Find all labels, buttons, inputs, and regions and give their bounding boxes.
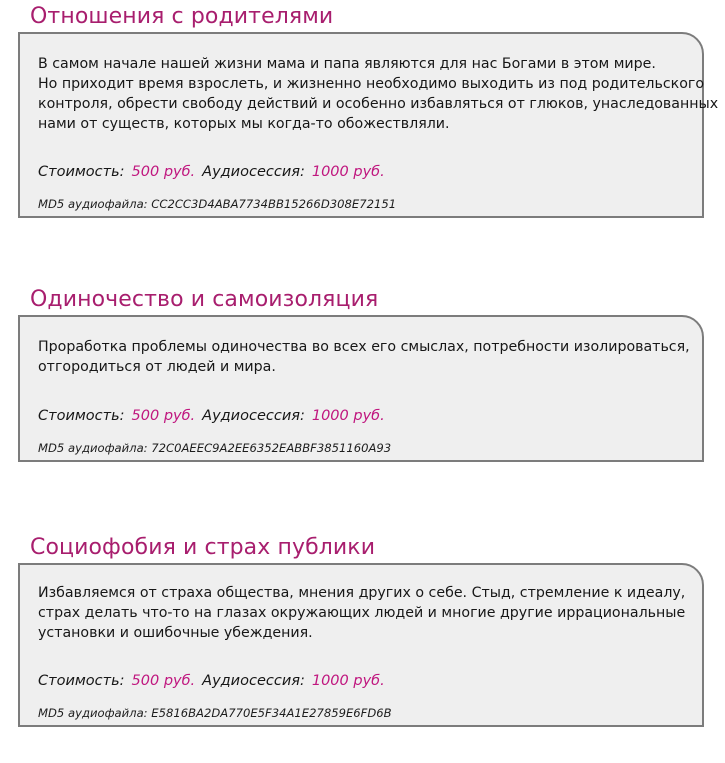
spacer	[36, 134, 686, 162]
audio-price-value: 1000 руб.	[311, 164, 385, 180]
description-line: В самом начале нашей жизни мама и папа являются для нас Богами в этом мире.	[38, 56, 656, 72]
service-card	[18, 315, 704, 462]
section-title: Одиночество и самоизоляция	[30, 287, 379, 312]
description-line: Избавляемся от страха общества, мнения других о себе. Стыд, стремление к идеалу,	[38, 585, 686, 601]
section-title: Социофобия и страх публики	[30, 535, 376, 560]
service-description	[36, 583, 686, 643]
description-line: страх делать что-то на глазах окружающих людей и многие другие иррациональные	[38, 605, 686, 621]
md5-value: E5816BA2DA770E5F34A1E27859E6FD6B	[151, 706, 392, 720]
price-value: 500 руб.	[131, 164, 196, 180]
audio-label: Аудиосессия:	[202, 673, 305, 689]
audio-label: Аудиосессия:	[202, 408, 305, 424]
section-title: Отношения с родителями	[30, 4, 334, 29]
md5-value: CC2CC3D4ABA7734BB15266D308E72151	[151, 197, 397, 211]
md5-label: MD5 аудиофайла:	[38, 706, 148, 720]
spacer	[36, 691, 686, 705]
service-card	[18, 32, 719, 218]
md5-row	[36, 196, 686, 212]
service-description	[36, 337, 690, 377]
price-row	[36, 406, 686, 426]
service-section	[0, 285, 725, 462]
spacer	[36, 182, 686, 196]
service-description	[36, 54, 719, 134]
description-line: контроля, обрести свободу действий и особенно избавляться от глюков, унаследованных	[38, 96, 719, 112]
service-card	[18, 563, 704, 727]
audio-price-value: 1000 руб.	[311, 408, 385, 424]
price-value: 500 руб.	[131, 408, 196, 424]
description-line: Проработка проблемы одиночества во всех его смыслах, потребности изолироваться,	[38, 339, 690, 355]
audio-label: Аудиосессия:	[202, 164, 305, 180]
spacer	[36, 426, 686, 440]
service-section	[0, 2, 725, 218]
description-line: отгородиться от людей и мира.	[38, 359, 276, 375]
price-value: 500 руб.	[131, 673, 196, 689]
service-section	[0, 533, 725, 727]
md5-row	[36, 440, 686, 456]
md5-label: MD5 аудиофайла:	[38, 441, 148, 455]
price-label: Стоимость:	[38, 164, 125, 180]
description-line: установки и ошибочные убеждения.	[38, 625, 313, 641]
spacer	[36, 643, 686, 671]
description-line: Но приходит время взрослеть, и жизненно необходимо выходить из под родительского	[38, 76, 705, 92]
audio-price-value: 1000 руб.	[311, 673, 385, 689]
spacer	[36, 721, 686, 725]
md5-label: MD5 аудиофайла:	[38, 197, 148, 211]
price-row	[36, 162, 686, 182]
spacer	[36, 456, 686, 460]
price-row	[36, 671, 686, 691]
spacer	[36, 377, 686, 406]
md5-row	[36, 705, 686, 721]
price-label: Стоимость:	[38, 408, 125, 424]
description-line: нами от существ, которых мы когда-то обожествляли.	[38, 116, 450, 132]
spacer	[36, 212, 686, 216]
md5-value: 72C0AEEC9A2EE6352EABBF3851160A93	[151, 441, 392, 455]
price-label: Стоимость:	[38, 673, 125, 689]
